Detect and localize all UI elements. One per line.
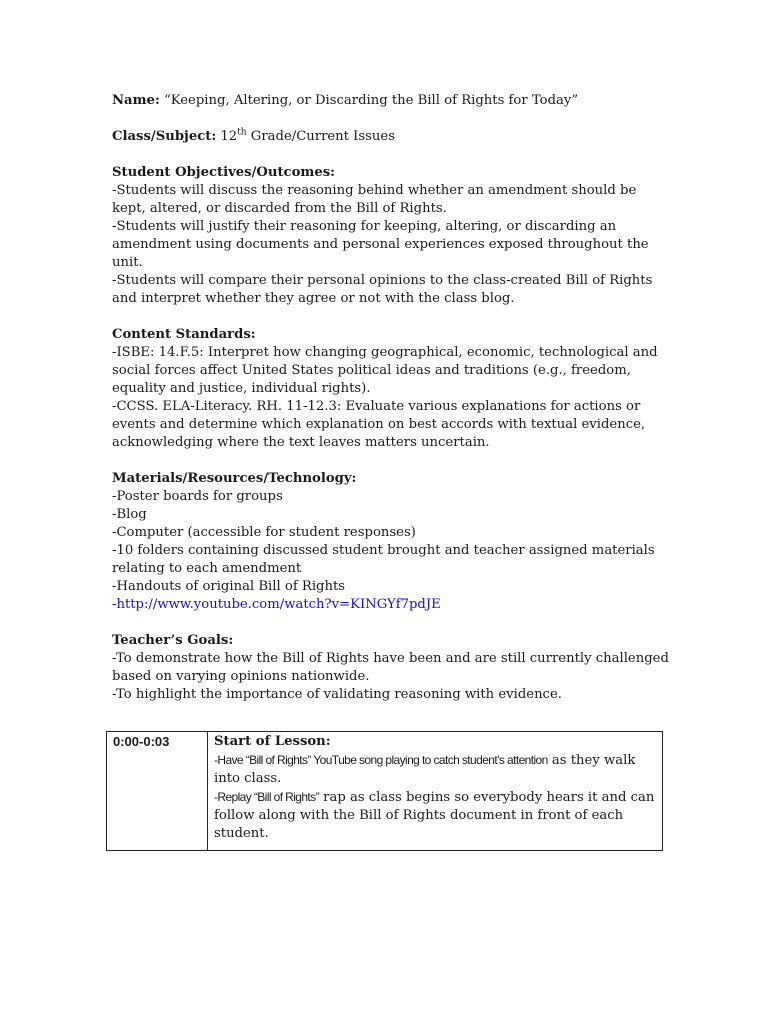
- class-subject-value: Grade/Current Issues: [246, 129, 395, 144]
- table-row: [107, 732, 663, 851]
- activity-cell: [208, 732, 663, 851]
- material-item: -Computer (accessible for student responses): [112, 525, 416, 540]
- material-item: -Blog: [112, 507, 147, 522]
- standard-item: -ISBE: 14.F.5: Interpret how changing geographical, economic, technological and social forces affect United States political ideas and traditions (e.g., freedom, equality and justice, individual rights).: [112, 345, 658, 396]
- lesson-name: “Keeping, Altering, or Discarding the Bill of Rights for Today”: [164, 93, 579, 108]
- activity-line-part: -Have “Bill of Rights” YouTube song playing to catch student’s attention: [214, 753, 548, 767]
- goals-heading: Teacher’s Goals:: [112, 633, 234, 648]
- material-item: -Handouts of original Bill of Rights: [112, 579, 346, 594]
- standard-item: -CCSS. ELA-Literacy. RH. 11-12.3: Evaluate various explanations for actions or events and determine which explanation on best accords with textual evidence, acknowledging where the text leaves matters uncertain.: [112, 399, 646, 450]
- time-cell: 0:00-0:03: [107, 732, 208, 851]
- materials-heading: Materials/Resources/Technology:: [112, 471, 357, 486]
- lesson-schedule-table: [106, 731, 663, 851]
- activity-line-part: as they walk into class.: [214, 753, 636, 786]
- material-item: -Poster boards for groups: [112, 489, 283, 504]
- goal-item: -To demonstrate how the Bill of Rights have been and are still currently challenged based on varying opinions nationwide.: [112, 651, 669, 684]
- material-item: -10 folders containing discussed student brought and teacher assigned materials relating to each amendment: [112, 543, 655, 576]
- standards-heading: Content Standards:: [112, 327, 256, 342]
- activity-line-part: -Replay “Bill of Rights”: [214, 790, 319, 804]
- youtube-link[interactable]: -http://www.youtube.com/watch?v=KINGYf7pdJE: [112, 597, 441, 612]
- activity-line: [214, 751, 656, 788]
- activity-line-part: rap as class begins so everybody hears it and can follow along with the Bill of Rights document in front of each student.: [214, 790, 655, 841]
- name-line: [112, 92, 672, 110]
- objective-item: -Students will justify their reasoning for keeping, altering, or discarding an amendment using documents and personal experiences exposed throughout the unit.: [112, 219, 649, 270]
- lesson-plan-document: [112, 92, 672, 704]
- grade-suffix: th: [237, 127, 247, 138]
- name-label: Name:: [112, 93, 160, 108]
- activity-line: [214, 788, 656, 843]
- objective-item: -Students will discuss the reasoning behind whether an amendment should be kept, altered, or discarded from the Bill of Rights.: [112, 183, 637, 216]
- objective-item: -Students will compare their personal opinions to the class-created Bill of Rights and interpret whether they agree or not with the class blog.: [112, 273, 653, 306]
- goal-item: -To highlight the importance of validating reasoning with evidence.: [112, 687, 562, 702]
- activity-heading: Start of Lesson:: [214, 734, 331, 749]
- class-subject-label: Class/Subject:: [112, 129, 217, 144]
- objectives-heading: Student Objectives/Outcomes:: [112, 165, 336, 180]
- grade-number: 12: [220, 129, 238, 144]
- class-subject-line: [112, 128, 672, 146]
